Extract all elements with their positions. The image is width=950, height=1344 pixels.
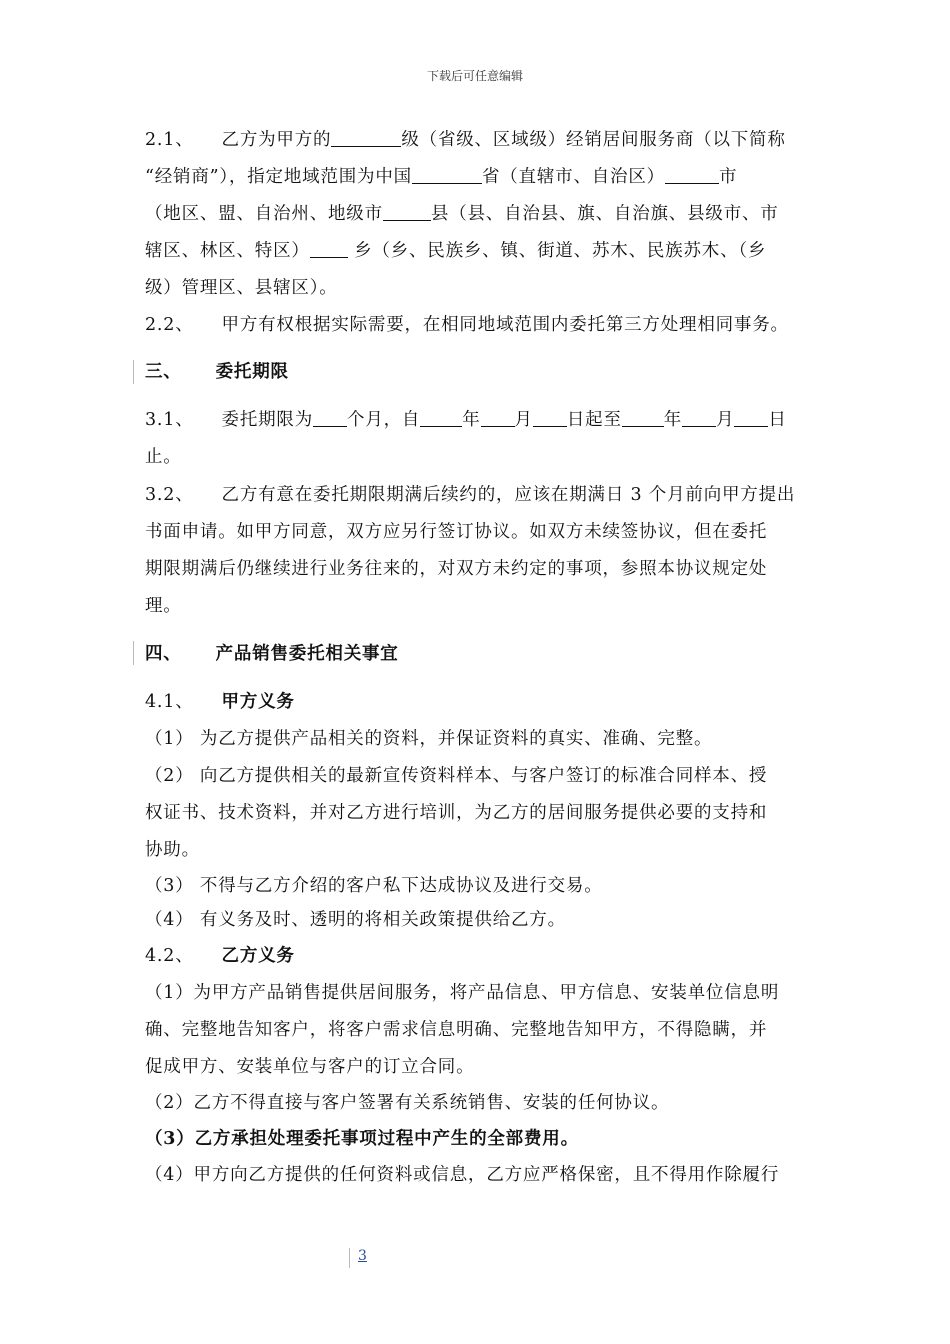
section-4-heading: 四、 产品销售委托相关事宜: [145, 644, 399, 664]
page-number[interactable]: 3: [358, 1248, 367, 1264]
party-b-duty-1-line-3: 促成甲方、安装单位与客户的订立合同。: [145, 1057, 475, 1077]
clause-3-1-line-2: 止。: [145, 447, 182, 467]
clause-number: 2.1、: [145, 130, 194, 150]
clause-3-1-line-1: 3.1、 委托期限为 个月，自 年 月 日起至 年 月 日: [145, 405, 810, 435]
clause-2-1-line-3: （地区、盟、自治州、地级市 县（县、自治县、旗、自治旗、县级市、市: [145, 199, 810, 229]
subsection-4-1-heading: 4.1、 甲方义务: [145, 692, 295, 712]
section-3-heading: 三、 委托期限: [145, 362, 289, 382]
heading-marker: [133, 360, 134, 384]
blank-field[interactable]: [481, 406, 515, 427]
party-a-duty-2-line-3: 协助。: [145, 840, 200, 860]
clause-2-1-line-4: 辖区、林区、特区） 乡（乡、民族乡、镇、街道、苏木、民族苏木、（乡: [145, 236, 810, 266]
blank-field[interactable]: [734, 406, 768, 427]
heading-marker: [133, 641, 134, 665]
party-a-duty-4: （4） 有义务及时、透明的将相关政策提供给乙方。: [145, 910, 566, 930]
clause-2-1-line-1: 2.1、 乙方为甲方的 级（省级、区域级）经销居间服务商（以下简称: [145, 125, 810, 155]
clause-number: 3.1、: [145, 410, 194, 430]
subsection-4-2-heading: 4.2、 乙方义务: [145, 946, 295, 966]
clause-3-2-line-1: 3.2、 乙方有意在委托期限期满后续约的，应该在期满日 3 个月前向甲方提出: [145, 485, 796, 505]
blank-field[interactable]: [533, 406, 567, 427]
blank-field[interactable]: [313, 406, 347, 427]
page-header: 下载后可任意编辑: [426, 69, 523, 83]
clause-number: 3.2、: [145, 485, 194, 505]
clause-number: 2.2、: [145, 315, 194, 335]
blank-field[interactable]: [665, 163, 719, 184]
party-a-duty-1: （1） 为乙方提供产品相关的资料，并保证资料的真实、准确、完整。: [145, 729, 713, 749]
party-b-duty-3: （3）乙方承担处理委托事项过程中产生的全部费用。: [145, 1129, 579, 1149]
party-b-duty-1-line-2: 确、完整地告知客户，将客户需求信息明确、完整地告知甲方，不得隐瞒，并: [145, 1020, 768, 1040]
clause-3-2-line-3: 期限期满后仍继续进行业务往来的，对双方未约定的事项，参照本协议规定处: [145, 559, 768, 579]
party-b-duty-1-line-1: （1）为甲方产品销售提供居间服务，将产品信息、甲方信息、安装单位信息明: [145, 983, 780, 1003]
blank-field[interactable]: [383, 200, 431, 221]
party-a-duty-2-line-2: 权证书、技术资料，并对乙方进行培训，为乙方的居间服务提供必要的支持和: [145, 803, 768, 823]
blank-field[interactable]: [412, 163, 482, 184]
clause-2-1-line-2: “经销商”），指定地域范围为中国 省（直辖市、自治区） 市: [145, 162, 810, 192]
page-number-marker: [349, 1248, 350, 1268]
blank-field[interactable]: [682, 406, 716, 427]
blank-field[interactable]: [310, 237, 348, 258]
party-a-duty-3: （3） 不得与乙方介绍的客户私下达成协议及进行交易。: [145, 876, 603, 896]
clause-2-2: 2.2、 甲方有权根据实际需要，在相同地域范围内委托第三方处理相同事务。: [145, 315, 789, 335]
clause-3-2-line-2: 书面申请。如甲方同意，双方应另行签订协议。如双方未续签协议，但在委托: [145, 522, 768, 542]
clause-3-2-line-4: 理。: [145, 596, 182, 616]
party-a-duty-2-line-1: （2） 向乙方提供相关的最新宣传资料样本、与客户签订的标准合同样本、授: [145, 766, 768, 786]
party-b-duty-4: （4）甲方向乙方提供的任何资料或信息，乙方应严格保密，且不得用作除履行: [145, 1165, 780, 1185]
clause-2-1-line-5: 级）管理区、县辖区）。: [145, 278, 338, 298]
blank-field[interactable]: [331, 126, 401, 147]
blank-field[interactable]: [622, 406, 664, 427]
blank-field[interactable]: [420, 406, 462, 427]
party-b-duty-2: （2）乙方不得直接与客户签署有关系统销售、安装的任何协议。: [145, 1093, 670, 1113]
